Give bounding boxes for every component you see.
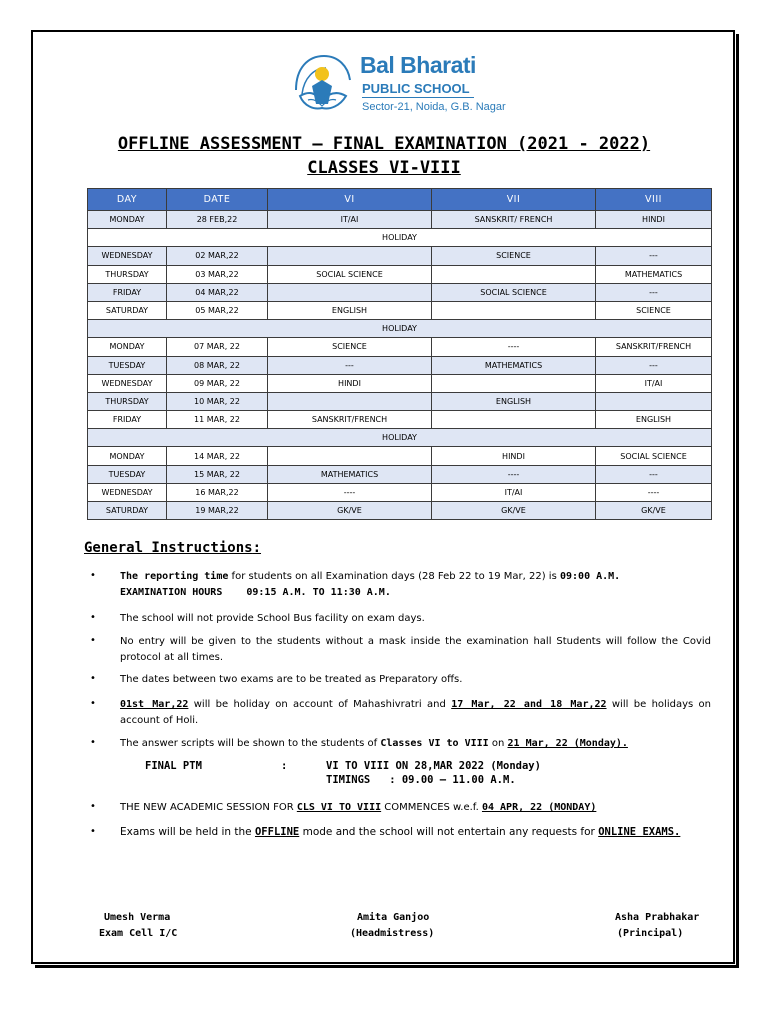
table-row <box>88 465 712 483</box>
cell-day: FRIDAY <box>88 283 167 301</box>
cell-day: FRIDAY <box>88 411 167 429</box>
cell-vii: SOCIAL SCIENCE <box>432 283 596 301</box>
cell-vi: IT/AI <box>268 211 432 229</box>
cell-vi: ENGLISH <box>268 301 432 319</box>
cell-viii: HINDI <box>596 211 712 229</box>
table-row <box>88 447 712 465</box>
instruction-mask: No entry will be given to the students without a mask inside the examination hall Students will follow the Covid protocol at all times. <box>120 636 711 663</box>
cell-vi: SCIENCE <box>268 338 432 356</box>
cell-date: 09 MAR, 22 <box>167 374 268 392</box>
instruction-preparatory: The dates between two exams are to be treated as Preparatory offs. <box>120 674 463 685</box>
cell-date: 10 MAR, 22 <box>167 392 268 410</box>
cell-vii: MATHEMATICS <box>432 356 596 374</box>
cell-vi <box>268 392 432 410</box>
holiday-row <box>88 229 712 247</box>
cell-date: 14 MAR, 22 <box>167 447 268 465</box>
signatory-name: Amita Ganjoo <box>357 912 430 923</box>
cell-vi <box>268 447 432 465</box>
cell-day: SATURDAY <box>88 502 167 520</box>
cell-viii: --- <box>596 283 712 301</box>
school-name: Bal Bharati <box>360 52 476 78</box>
table-row <box>88 356 712 374</box>
instruction-reporting-time <box>120 569 711 601</box>
cell-vii: ---- <box>432 465 596 483</box>
cell-viii: SOCIAL SCIENCE <box>596 447 712 465</box>
reporting-time-text: for students on all Examination days (28 Feb 22 to 19 Mar, 22) is <box>228 571 560 582</box>
reporting-time-value: 09:00 A.M. <box>559 571 621 582</box>
signatory-role: (Principal) <box>617 928 684 939</box>
school-location: Sector-21, Noida, G.B. Nagar <box>362 101 506 113</box>
table-row <box>88 411 712 429</box>
offline-text-2: mode and the school will not entertain any requests for <box>299 826 599 838</box>
instruction-new-session <box>120 800 711 816</box>
cell-vi: --- <box>268 356 432 374</box>
cell-date: 16 MAR,22 <box>167 483 268 501</box>
cell-day: MONDAY <box>88 447 167 465</box>
cell-vii: IT/AI <box>432 483 596 501</box>
school-logo <box>290 46 506 122</box>
bullet-icon: • <box>90 673 96 684</box>
table-row <box>88 338 712 356</box>
signatory-name: Asha Prabhakar <box>615 912 700 923</box>
cell-day: MONDAY <box>88 338 167 356</box>
answer-scripts-date: 21 Mar, 22 (Monday). <box>507 738 628 749</box>
online-exams-label: ONLINE EXAMS. <box>598 826 681 838</box>
cell-vi: ---- <box>268 483 432 501</box>
cell-day: WEDNESDAY <box>88 483 167 501</box>
cell-date: 03 MAR,22 <box>167 265 268 283</box>
holiday-date-2: 17 Mar, 22 and 18 Mar,22 <box>451 699 607 710</box>
cell-day: TUESDAY <box>88 465 167 483</box>
table-row <box>88 502 712 520</box>
table-row <box>88 211 712 229</box>
cell-day: THURSDAY <box>88 265 167 283</box>
signatory-role: Exam Cell I/C <box>99 928 178 939</box>
bullet-icon: • <box>90 635 96 646</box>
cell-viii: SANSKRIT/FRENCH <box>596 338 712 356</box>
table-row <box>88 301 712 319</box>
holiday-text-1: will be holiday on account of Mahashivratri and <box>188 699 452 710</box>
cell-date: 04 MAR,22 <box>167 283 268 301</box>
instruction-offline-mode <box>120 824 711 840</box>
ptm-colon: : <box>281 760 288 772</box>
cell-vi: GK/VE <box>268 502 432 520</box>
reporting-time-label: The reporting time <box>120 571 229 582</box>
cell-date: 15 MAR, 22 <box>167 465 268 483</box>
offline-mode-label: OFFLINE <box>254 826 300 838</box>
table-row <box>88 283 712 301</box>
document-subtitle: CLASSES VI-VIII <box>307 158 461 178</box>
cell-viii <box>596 392 712 410</box>
exam-hours-value: 09:15 A.M. TO 11:30 A.M. <box>246 587 391 598</box>
cell-day: TUESDAY <box>88 356 167 374</box>
holiday-cell: HOLIDAY <box>88 229 712 247</box>
offline-text-1: Exams will be held in the <box>120 826 255 838</box>
cell-day: WEDNESDAY <box>88 374 167 392</box>
cell-date: 08 MAR, 22 <box>167 356 268 374</box>
new-session-text: THE NEW ACADEMIC SESSION FOR <box>120 802 297 813</box>
instruction-bus: The school will not provide School Bus facility on exam days. <box>120 613 425 624</box>
cell-vi <box>268 283 432 301</box>
school-emblem-icon <box>290 50 354 116</box>
cell-day: SATURDAY <box>88 301 167 319</box>
signatory-role: (Headmistress) <box>350 928 435 939</box>
table-row <box>88 392 712 410</box>
cell-viii: SCIENCE <box>596 301 712 319</box>
table-row <box>88 247 712 265</box>
holiday-cell: HOLIDAY <box>88 320 712 338</box>
ptm-timings: TIMINGS : 09.00 – 11.00 A.M. <box>326 774 516 786</box>
answer-scripts-on: on <box>488 738 508 749</box>
cell-viii: --- <box>596 356 712 374</box>
table-row <box>88 483 712 501</box>
cell-vi: SANSKRIT/FRENCH <box>268 411 432 429</box>
cell-vii: ---- <box>432 338 596 356</box>
cell-vii: ENGLISH <box>432 392 596 410</box>
bullet-icon: • <box>90 801 96 812</box>
cell-date: 05 MAR,22 <box>167 301 268 319</box>
cell-viii: MATHEMATICS <box>596 265 712 283</box>
new-session-classes: CLS VI TO VIII <box>296 802 382 813</box>
logo-divider <box>362 97 474 98</box>
column-header-vi: VI <box>268 189 432 211</box>
holiday-date-1: 01st Mar,22 <box>120 699 189 710</box>
ptm-date: VI TO VIII ON 28,MAR 2022 (Monday) <box>326 760 541 772</box>
cell-day: WEDNESDAY <box>88 247 167 265</box>
answer-scripts-classes: Classes VI to VIII <box>380 738 489 749</box>
cell-date: 07 MAR, 22 <box>167 338 268 356</box>
column-header-date: DATE <box>167 189 268 211</box>
new-session-commences: COMMENCES w.e.f. <box>381 802 482 813</box>
exam-hours-label: EXAMINATION HOURS <box>120 587 223 598</box>
holiday-row <box>88 320 712 338</box>
school-subtitle: PUBLIC SCHOOL <box>362 81 470 96</box>
document-title: OFFLINE ASSESSMENT – FINAL EXAMINATION (2021 - 2022) <box>117 134 651 154</box>
cell-viii: ENGLISH <box>596 411 712 429</box>
cell-date: 19 MAR,22 <box>167 502 268 520</box>
cell-vii <box>432 301 596 319</box>
cell-viii: ---- <box>596 483 712 501</box>
cell-date: 11 MAR, 22 <box>167 411 268 429</box>
table-row <box>88 265 712 283</box>
column-header-day: DAY <box>88 189 167 211</box>
bullet-icon: • <box>90 826 96 837</box>
cell-vi: SOCIAL SCIENCE <box>268 265 432 283</box>
bullet-icon: • <box>90 570 96 581</box>
new-session-date: 04 APR, 22 (MONDAY) <box>481 802 597 813</box>
cell-vii: SANSKRIT/ FRENCH <box>432 211 596 229</box>
cell-vii: GK/VE <box>432 502 596 520</box>
cell-viii: GK/VE <box>596 502 712 520</box>
cell-vi <box>268 247 432 265</box>
instruction-answer-scripts <box>120 736 711 752</box>
cell-viii: --- <box>596 465 712 483</box>
cell-vi: MATHEMATICS <box>268 465 432 483</box>
table-header-row <box>88 189 712 211</box>
cell-day: THURSDAY <box>88 392 167 410</box>
cell-vi: HINDI <box>268 374 432 392</box>
instructions-heading-colon: : <box>252 540 262 556</box>
cell-vii <box>432 374 596 392</box>
cell-day: MONDAY <box>88 211 167 229</box>
cell-viii: IT/AI <box>596 374 712 392</box>
cell-vii <box>432 411 596 429</box>
ptm-label: FINAL PTM <box>145 760 202 772</box>
column-header-viii: VIII <box>596 189 712 211</box>
bullet-icon: • <box>90 612 96 623</box>
column-header-vii: VII <box>432 189 596 211</box>
instruction-holidays <box>120 697 711 729</box>
bullet-icon: • <box>90 698 96 709</box>
cell-viii: --- <box>596 247 712 265</box>
cell-vii <box>432 265 596 283</box>
answer-scripts-text: The answer scripts will be shown to the students of <box>120 738 381 749</box>
instructions-heading-text: General Instructions <box>84 540 253 556</box>
cell-date: 02 MAR,22 <box>167 247 268 265</box>
signatory-name: Umesh Verma <box>104 912 171 923</box>
cell-vii: HINDI <box>432 447 596 465</box>
holiday-cell: HOLIDAY <box>88 429 712 447</box>
bullet-icon: • <box>90 737 96 748</box>
cell-date: 28 FEB,22 <box>167 211 268 229</box>
holiday-row <box>88 429 712 447</box>
holiday-text-2: will be holidays on account of Holi. <box>120 699 711 726</box>
exam-schedule-table <box>87 188 712 520</box>
instructions-heading <box>84 540 261 556</box>
cell-vii: SCIENCE <box>432 247 596 265</box>
table-row <box>88 374 712 392</box>
